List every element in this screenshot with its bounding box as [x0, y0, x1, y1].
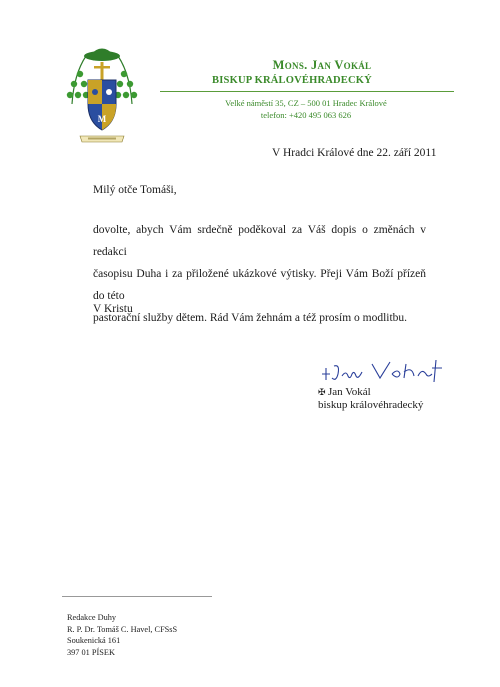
coat-of-arms-icon	[64, 44, 140, 148]
letterhead-divider	[160, 91, 454, 92]
addressee-line: R. P. Dr. Tomáš C. Havel, CFSsS	[67, 624, 178, 634]
cross-icon: ✠	[318, 387, 326, 397]
addressee-line: Redakce Duhy	[67, 613, 117, 622]
body-line: dovolte, abych Vám srdečně poděkoval za Váš dopis o změnách v redakci	[93, 224, 426, 258]
handwritten-signature	[318, 356, 448, 386]
salutation: Milý otče Tomáši,	[93, 184, 177, 196]
addressee-line: 397 01 PÍSEK	[67, 647, 115, 657]
signature-name	[318, 386, 371, 398]
letterhead-phone: telefon: +420 495 063 626	[260, 110, 352, 120]
signature-title: biskup královéhradecký	[318, 399, 424, 411]
body-line: pastorační služby dětem. Rád Vám žehnám a též prosím o modlitbu.	[93, 312, 408, 324]
body-line: časopisu Duha i za přiložené ukázkové výtisky. Přeji Vám Boží přízeň do této	[93, 268, 426, 302]
dateline: V Hradci Králové dne 22. září 2011	[272, 147, 437, 159]
footer-divider	[62, 596, 212, 597]
letterhead-title: BISKUP KRÁLOVÉHRADECKÝ	[212, 75, 372, 86]
letterhead-name: Mons. Jan Vokál	[272, 58, 372, 72]
addressee-line: Soukenická 161	[67, 636, 121, 645]
closing: V Kristu	[93, 303, 133, 315]
signature-name-text: Jan Vokál	[328, 386, 371, 398]
letter-body	[93, 219, 426, 329]
svg-text:M: M	[97, 114, 107, 124]
addressee-block	[67, 612, 177, 658]
letterhead-address: Velké náměstí 35, CZ – 500 01 Hradec Králové	[225, 98, 387, 108]
